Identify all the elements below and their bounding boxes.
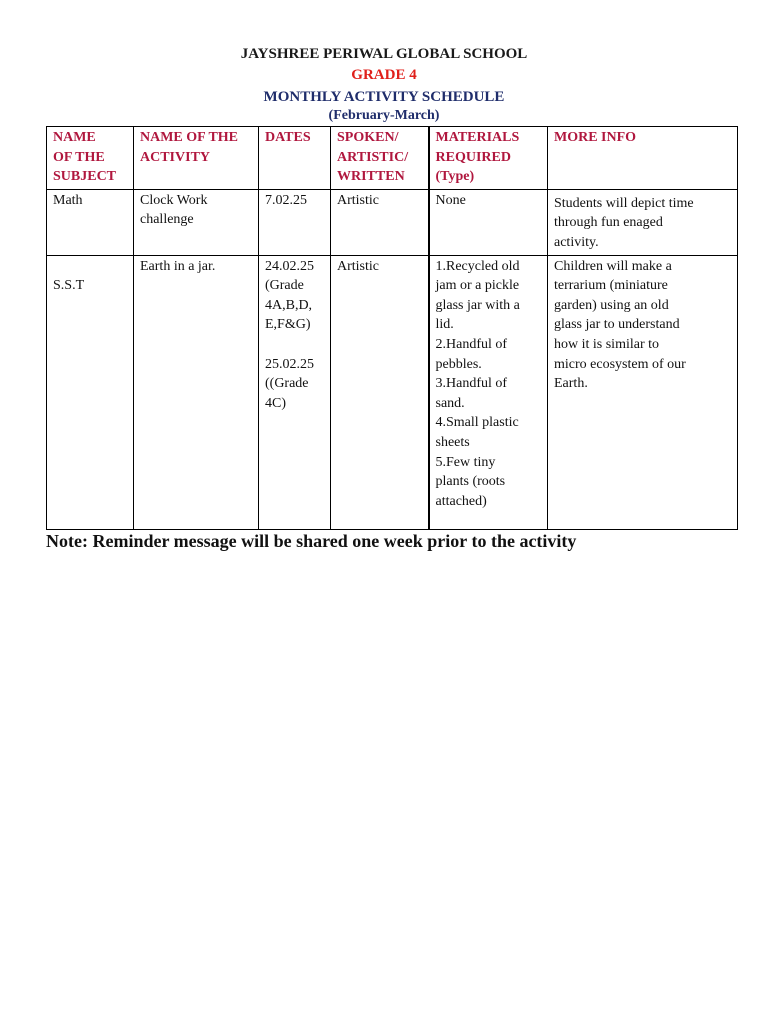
school-name: JAYSHREE PERIWAL GLOBAL SCHOOL (240, 46, 528, 62)
cell-subject: Math (47, 189, 134, 255)
cell-materials: None (429, 189, 548, 255)
cell-type: Artistic (331, 255, 429, 529)
schedule-title: MONTHLY ACTIVITY SCHEDULE (263, 89, 505, 105)
column-header-materials: MATERIALS REQUIRED (Type) (429, 127, 548, 190)
column-header-subject: NAME OF THE SUBJECT (47, 127, 134, 190)
column-header-more-info: MORE INFO (548, 127, 738, 190)
cell-type: Artistic (331, 189, 429, 255)
grade-label: GRADE 4 (351, 67, 417, 83)
column-header-type: SPOKEN/ ARTISTIC/ WRITTEN (331, 127, 429, 190)
schedule-period: (February-March) (328, 108, 440, 123)
column-header-dates: DATES (259, 127, 331, 190)
column-header-activity: NAME OF THE ACTIVITY (134, 127, 259, 190)
cell-dates: 7.02.25 (259, 189, 331, 255)
cell-more-info: Children will make a terrarium (miniature garden) using an old glass jar to understand how it is similar to micro ecosystem of our Earth. (548, 255, 738, 529)
table-row (47, 255, 738, 529)
cell-materials: 1.Recycled old jam or a pickle glass jar with a lid. 2.Handful of pebbles. 3.Handful of sand. 4.Small plastic sheets 5.Few tiny plants (roots attached) (429, 255, 548, 529)
cell-dates: 24.02.25 (Grade 4A,B,D, E,F&G) 25.02.25 ((Grade 4C) (259, 255, 331, 529)
table-row (47, 189, 738, 255)
cell-subject: S.S.T (47, 255, 134, 529)
cell-activity: Clock Work challenge (134, 189, 259, 255)
table-header-row (47, 127, 738, 190)
cell-activity: Earth in a jar. (134, 255, 259, 529)
cell-more-info: Students will depict time through fun enaged activity. (548, 189, 738, 255)
reminder-note: Note: Reminder message will be shared one week prior to the activity (46, 531, 577, 551)
activity-schedule-table (46, 126, 738, 530)
